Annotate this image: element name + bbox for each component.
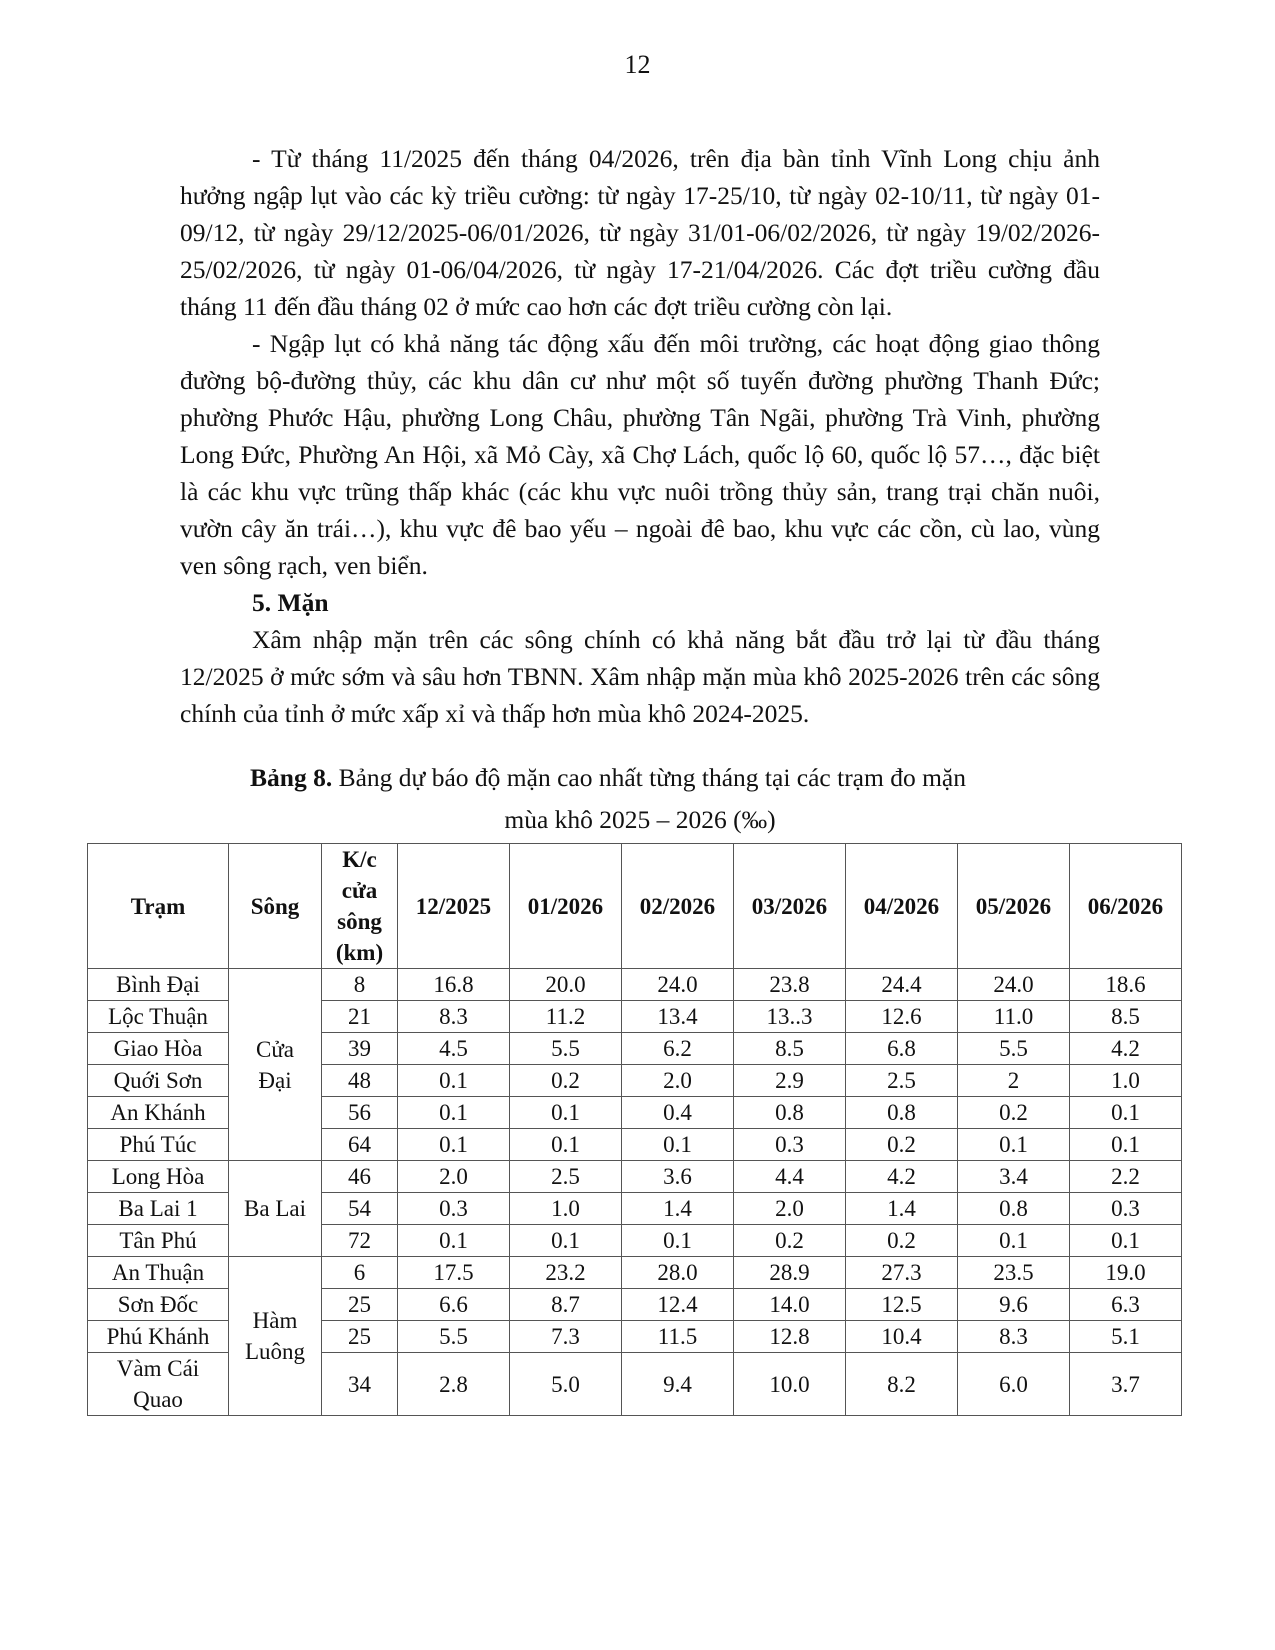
paragraph-salinity-intrusion: Xâm nhập mặn trên các sông chính có khả năng bắt đầu trở lại từ đầu tháng 12/2025 ở mức sớm và sâu hơn TBNN. Xâm nhập mặn mùa khô 2025-2026 trên các sông chính của tỉnh ở mức xấp xỉ và thấp hơn mùa khô 2024-2025. bbox=[180, 625, 1100, 728]
salinity-value-cell: 0.2 bbox=[846, 1225, 958, 1257]
salinity-value-cell: 2.0 bbox=[734, 1193, 846, 1225]
salinity-value-cell: 10.0 bbox=[734, 1353, 846, 1416]
distance-cell: 46 bbox=[322, 1161, 398, 1193]
salinity-value-cell: 4.4 bbox=[734, 1161, 846, 1193]
salinity-value-cell: 0.1 bbox=[958, 1129, 1070, 1161]
station-cell: An Khánh bbox=[88, 1097, 229, 1129]
salinity-value-cell: 0.1 bbox=[622, 1225, 734, 1257]
table-caption-line2: mùa khô 2025 – 2026 (‰) bbox=[504, 805, 776, 834]
salinity-value-cell: 8.3 bbox=[398, 1001, 510, 1033]
salinity-value-cell: 2.0 bbox=[398, 1161, 510, 1193]
salinity-value-cell: 2.2 bbox=[1070, 1161, 1182, 1193]
salinity-value-cell: 6.6 bbox=[398, 1289, 510, 1321]
salinity-value-cell: 0.8 bbox=[846, 1097, 958, 1129]
page-number: 12 bbox=[624, 50, 651, 79]
salinity-value-cell: 11.0 bbox=[958, 1001, 1070, 1033]
salinity-value-cell: 17.5 bbox=[398, 1257, 510, 1289]
salinity-value-cell: 8.5 bbox=[734, 1033, 846, 1065]
salinity-value-cell: 12.6 bbox=[846, 1001, 958, 1033]
salinity-value-cell: 8.5 bbox=[1070, 1001, 1182, 1033]
distance-cell: 72 bbox=[322, 1225, 398, 1257]
salinity-value-cell: 0.1 bbox=[1070, 1225, 1182, 1257]
body-text bbox=[180, 140, 1100, 732]
salinity-value-cell: 9.6 bbox=[958, 1289, 1070, 1321]
station-cell: Bình Đại bbox=[88, 969, 229, 1001]
salinity-value-cell: 5.5 bbox=[510, 1033, 622, 1065]
salinity-value-cell: 2.5 bbox=[846, 1065, 958, 1097]
salinity-value-cell: 14.0 bbox=[734, 1289, 846, 1321]
salinity-value-cell: 2.0 bbox=[622, 1065, 734, 1097]
table-row bbox=[88, 969, 1182, 1001]
river-cell: Cửa Đại bbox=[229, 969, 322, 1161]
salinity-value-cell: 8.7 bbox=[510, 1289, 622, 1321]
salinity-value-cell: 16.8 bbox=[398, 969, 510, 1001]
salinity-value-cell: 0.2 bbox=[510, 1065, 622, 1097]
salinity-value-cell: 0.3 bbox=[734, 1129, 846, 1161]
paragraph-flood-impact: - Ngập lụt có khả năng tác động xấu đến môi trường, các hoạt động giao thông đường bộ-đường thủy, các khu dân cư như một số tuyến đường phường Thanh Đức; phường Phước Hậu, phường Long Châu, phường Tân Ngãi, phường Trà Vinh, phường Long Đức, Phường An Hội, xã Mỏ Cày, xã Chợ Lách, quốc lộ 60, quốc lộ 57…, đặc biệt là các khu vực trũng thấp khác (các khu vực nuôi trồng thủy sản, trang trại chăn nuôi, vườn cây ăn trái…), khu vực đê bao yếu – ngoài đê bao, khu vực các cồn, cù lao, vùng ven sông rạch, ven biển. bbox=[180, 329, 1100, 580]
salinity-value-cell: 12.4 bbox=[622, 1289, 734, 1321]
column-header: 05/2026 bbox=[958, 844, 1070, 969]
salinity-value-cell: 23.5 bbox=[958, 1257, 1070, 1289]
station-cell: Vàm Cái Quao bbox=[88, 1353, 229, 1416]
column-header: Sông bbox=[229, 844, 322, 969]
salinity-value-cell: 27.3 bbox=[846, 1257, 958, 1289]
salinity-value-cell: 5.5 bbox=[398, 1321, 510, 1353]
salinity-value-cell: 0.1 bbox=[1070, 1129, 1182, 1161]
station-cell: Sơn Đốc bbox=[88, 1289, 229, 1321]
salinity-value-cell: 3.6 bbox=[622, 1161, 734, 1193]
salinity-value-cell: 0.1 bbox=[958, 1225, 1070, 1257]
salinity-value-cell: 3.4 bbox=[958, 1161, 1070, 1193]
column-header: 01/2026 bbox=[510, 844, 622, 969]
distance-cell: 48 bbox=[322, 1065, 398, 1097]
salinity-value-cell: 8.2 bbox=[846, 1353, 958, 1416]
salinity-value-cell: 4.5 bbox=[398, 1033, 510, 1065]
column-header: 02/2026 bbox=[622, 844, 734, 969]
salinity-value-cell: 0.1 bbox=[398, 1225, 510, 1257]
column-header: 12/2025 bbox=[398, 844, 510, 969]
salinity-value-cell: 2.9 bbox=[734, 1065, 846, 1097]
column-header: K/c cửa sông (km) bbox=[322, 844, 398, 969]
salinity-value-cell: 0.8 bbox=[958, 1193, 1070, 1225]
table-row bbox=[88, 1161, 1182, 1193]
salinity-value-cell: 1.0 bbox=[1070, 1065, 1182, 1097]
salinity-value-cell: 3.7 bbox=[1070, 1353, 1182, 1416]
salinity-value-cell: 0.3 bbox=[398, 1193, 510, 1225]
salinity-value-cell: 7.3 bbox=[510, 1321, 622, 1353]
table-header-row bbox=[88, 844, 1182, 969]
salinity-value-cell: 11.5 bbox=[622, 1321, 734, 1353]
station-cell: Giao Hòa bbox=[88, 1033, 229, 1065]
salinity-value-cell: 13.4 bbox=[622, 1001, 734, 1033]
salinity-value-cell: 6.2 bbox=[622, 1033, 734, 1065]
salinity-value-cell: 2.5 bbox=[510, 1161, 622, 1193]
salinity-value-cell: 0.3 bbox=[1070, 1193, 1182, 1225]
station-cell: Quới Sơn bbox=[88, 1065, 229, 1097]
distance-cell: 21 bbox=[322, 1001, 398, 1033]
salinity-value-cell: 28.9 bbox=[734, 1257, 846, 1289]
salinity-value-cell: 0.1 bbox=[510, 1097, 622, 1129]
column-header: 06/2026 bbox=[1070, 844, 1182, 969]
salinity-value-cell: 1.4 bbox=[846, 1193, 958, 1225]
station-cell: Long Hòa bbox=[88, 1161, 229, 1193]
table-row bbox=[88, 1257, 1182, 1289]
column-header: Trạm bbox=[88, 844, 229, 969]
salinity-value-cell: 6.8 bbox=[846, 1033, 958, 1065]
distance-cell: 25 bbox=[322, 1289, 398, 1321]
table-label: Bảng 8. bbox=[250, 763, 333, 792]
salinity-value-cell: 4.2 bbox=[846, 1161, 958, 1193]
salinity-value-cell: 2.8 bbox=[398, 1353, 510, 1416]
river-cell: Hàm Luông bbox=[229, 1257, 322, 1416]
distance-cell: 25 bbox=[322, 1321, 398, 1353]
salinity-value-cell: 1.4 bbox=[622, 1193, 734, 1225]
salinity-value-cell: 13..3 bbox=[734, 1001, 846, 1033]
station-cell: Ba Lai 1 bbox=[88, 1193, 229, 1225]
salinity-value-cell: 11.2 bbox=[510, 1001, 622, 1033]
salinity-value-cell: 2 bbox=[958, 1065, 1070, 1097]
distance-cell: 6 bbox=[322, 1257, 398, 1289]
salinity-value-cell: 23.2 bbox=[510, 1257, 622, 1289]
salinity-value-cell: 0.2 bbox=[734, 1225, 846, 1257]
salinity-value-cell: 24.4 bbox=[846, 969, 958, 1001]
salinity-value-cell: 0.4 bbox=[622, 1097, 734, 1129]
station-cell: Phú Túc bbox=[88, 1129, 229, 1161]
section-heading-salinity: 5. Mặn bbox=[252, 588, 329, 617]
salinity-value-cell: 12.5 bbox=[846, 1289, 958, 1321]
salinity-value-cell: 28.0 bbox=[622, 1257, 734, 1289]
salinity-value-cell: 23.8 bbox=[734, 969, 846, 1001]
salinity-value-cell: 0.1 bbox=[510, 1225, 622, 1257]
salinity-value-cell: 6.3 bbox=[1070, 1289, 1182, 1321]
salinity-value-cell: 1.0 bbox=[510, 1193, 622, 1225]
salinity-value-cell: 0.1 bbox=[510, 1129, 622, 1161]
distance-cell: 39 bbox=[322, 1033, 398, 1065]
salinity-value-cell: 24.0 bbox=[958, 969, 1070, 1001]
distance-cell: 34 bbox=[322, 1353, 398, 1416]
river-cell: Ba Lai bbox=[229, 1161, 322, 1257]
salinity-value-cell: 9.4 bbox=[622, 1353, 734, 1416]
paragraph-tidal-flooding: - Từ tháng 11/2025 đến tháng 04/2026, trên địa bàn tỉnh Vĩnh Long chịu ảnh hưởng ngập lụt vào các kỳ triều cường: từ ngày 17-25/10, từ ngày 02-10/11, từ ngày 01-09/12, từ ngày 29/12/2025-06/01/2026, từ ngày 31/01-06/02/2026, từ ngày 19/02/2026-25/02/2026, từ ngày 01-06/04/2026, từ ngày 17-21/04/2026. Các đợt triều cường đầu tháng 11 đến đầu tháng 02 ở mức cao hơn các đợt triều cường còn lại. bbox=[180, 144, 1100, 321]
salinity-value-cell: 5.0 bbox=[510, 1353, 622, 1416]
distance-cell: 54 bbox=[322, 1193, 398, 1225]
salinity-value-cell: 0.1 bbox=[398, 1097, 510, 1129]
salinity-value-cell: 5.5 bbox=[958, 1033, 1070, 1065]
table-caption-text: Bảng dự báo độ mặn cao nhất từng tháng tại các trạm đo mặn bbox=[332, 763, 966, 792]
station-cell: Tân Phú bbox=[88, 1225, 229, 1257]
distance-cell: 56 bbox=[322, 1097, 398, 1129]
salinity-value-cell: 12.8 bbox=[734, 1321, 846, 1353]
salinity-value-cell: 0.1 bbox=[398, 1065, 510, 1097]
salinity-value-cell: 18.6 bbox=[1070, 969, 1182, 1001]
salinity-value-cell: 24.0 bbox=[622, 969, 734, 1001]
station-cell: Phú Khánh bbox=[88, 1321, 229, 1353]
salinity-value-cell: 20.0 bbox=[510, 969, 622, 1001]
salinity-value-cell: 0.1 bbox=[622, 1129, 734, 1161]
salinity-value-cell: 5.1 bbox=[1070, 1321, 1182, 1353]
salinity-value-cell: 6.0 bbox=[958, 1353, 1070, 1416]
station-cell: An Thuận bbox=[88, 1257, 229, 1289]
salinity-value-cell: 10.4 bbox=[846, 1321, 958, 1353]
salinity-value-cell: 4.2 bbox=[1070, 1033, 1182, 1065]
distance-cell: 64 bbox=[322, 1129, 398, 1161]
salinity-forecast-table bbox=[87, 843, 1182, 1416]
salinity-value-cell: 0.2 bbox=[846, 1129, 958, 1161]
salinity-value-cell: 0.1 bbox=[1070, 1097, 1182, 1129]
salinity-value-cell: 0.1 bbox=[398, 1129, 510, 1161]
distance-cell: 8 bbox=[322, 969, 398, 1001]
salinity-value-cell: 0.8 bbox=[734, 1097, 846, 1129]
salinity-value-cell: 19.0 bbox=[1070, 1257, 1182, 1289]
salinity-value-cell: 8.3 bbox=[958, 1321, 1070, 1353]
station-cell: Lộc Thuận bbox=[88, 1001, 229, 1033]
column-header: 04/2026 bbox=[846, 844, 958, 969]
salinity-value-cell: 0.2 bbox=[958, 1097, 1070, 1129]
column-header: 03/2026 bbox=[734, 844, 846, 969]
table-caption-line1 bbox=[180, 763, 1100, 793]
